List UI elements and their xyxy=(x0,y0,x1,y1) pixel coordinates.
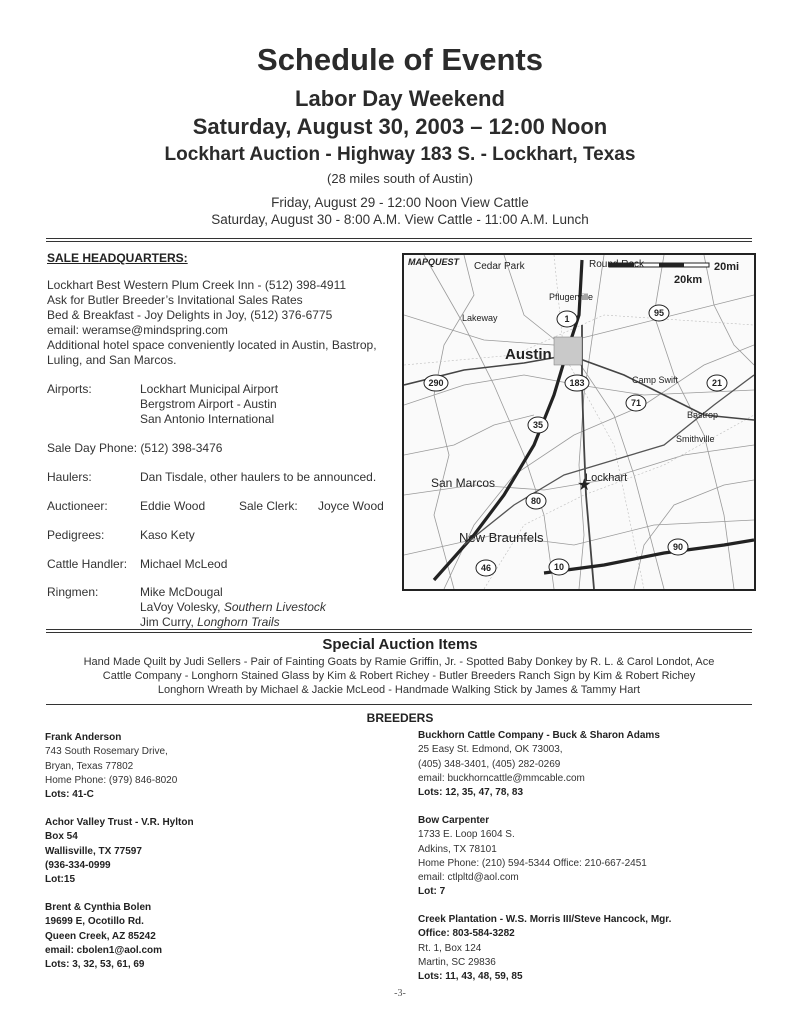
map-place-label: Smithville xyxy=(676,434,715,444)
map-place-label: Cedar Park xyxy=(474,261,525,272)
section-divider xyxy=(46,704,752,705)
breeder-line: Office: 803-584-3282 xyxy=(418,928,515,940)
route-shield-label: 183 xyxy=(569,378,585,388)
section-divider xyxy=(46,629,752,633)
schedule-line: Friday, August 29 - 12:00 Noon View Cattle xyxy=(271,195,529,210)
map-scale-bar xyxy=(659,263,684,267)
clerk-label: Sale Clerk: xyxy=(239,499,298,513)
route-shield-label: 21 xyxy=(711,378,723,388)
ringman-item: Jim Curry, Longhorn Trails xyxy=(140,615,280,629)
lockhart-star-icon: ★ xyxy=(577,477,592,494)
breeder-line: Creek Plantation - W.S. Morris III/Steve Hancock, Mgr. xyxy=(418,914,672,925)
breeder-line: Home Phone: (979) 846-8020 xyxy=(45,774,178,786)
headquarters-info xyxy=(47,278,407,368)
breeder-line: Buckhorn Cattle Company - Buck & Sharon Adams xyxy=(418,730,660,741)
breeder-line: Bow Carpenter xyxy=(418,815,490,826)
hq-line: Luling, and San Marcos. xyxy=(47,353,177,367)
handler-label: Cattle Handler: xyxy=(47,557,128,571)
pedigrees-value: Kaso Kety xyxy=(140,528,195,542)
area-map xyxy=(402,253,756,591)
schedule-line: Saturday, August 30 - 8:00 A.M. View Cattle - 11:00 A.M. Lunch xyxy=(211,212,589,227)
route-shield-label: 35 xyxy=(532,420,544,430)
special-items-heading: Special Auction Items xyxy=(322,636,478,653)
pedigrees-label: Pedigrees: xyxy=(47,528,105,542)
map-place-label: Lockhart xyxy=(585,472,628,484)
breeder-line: Frank Anderson xyxy=(45,732,122,743)
mapquest-logo: MAPQUEST xyxy=(408,257,460,267)
special-line: Hand Made Quilt by Judi Sellers - Pair of Fainting Goats by Ramie Griffin, Jr. - Spotted Baby Donkey by R. L. & Carol Londot, Ace xyxy=(83,656,715,668)
breeder-line: 19699 E, Ocotillo Rd. xyxy=(45,916,144,928)
route-shield-label: 95 xyxy=(653,308,665,318)
airports-list xyxy=(140,382,278,427)
breeder-line: Queen Creek, AZ 85242 xyxy=(45,930,156,942)
scale-miles-label: 20mi xyxy=(714,261,740,273)
auctioneer-label: Auctioneer: xyxy=(47,499,108,513)
hq-line: Ask for Butler Breeder’s Invitational Sales Rates xyxy=(47,293,303,307)
map-place-label: New Braunfels xyxy=(459,530,544,545)
hq-line: Additional hotel space conveniently located in Austin, Bastrop, xyxy=(47,338,377,352)
route-shield-label: 46 xyxy=(480,563,492,573)
haulers-label: Haulers: xyxy=(47,470,92,484)
breeder-line: Lot: 7 xyxy=(418,886,446,898)
breeder-line: Lots: 12, 35, 47, 78, 83 xyxy=(418,787,524,799)
airports-label: Airports: xyxy=(47,382,92,396)
breeder-line: Rt. 1, Box 124 xyxy=(418,942,482,954)
route-shield-label: 71 xyxy=(630,398,642,408)
route-shield-label: 1 xyxy=(564,314,570,324)
breeder-line: (936-334-0999 xyxy=(45,859,111,871)
hq-line: email: weramse@mindspring.com xyxy=(47,323,228,337)
breeder-entry xyxy=(45,731,177,802)
route-shield-label: 90 xyxy=(672,542,684,552)
haulers-value: Dan Tisdale, other haulers to be announced. xyxy=(140,470,377,484)
map-place-label: San Marcos xyxy=(431,476,496,490)
airport-item: Lockhart Municipal Airport xyxy=(140,382,279,396)
breeder-entry xyxy=(45,901,162,972)
route-shield-label: 290 xyxy=(428,378,444,388)
breeder-entry xyxy=(418,729,660,800)
hq-line: Lockhart Best Western Plum Creek Inn - (512) 398-4911 xyxy=(47,278,347,292)
route-shield-label: 80 xyxy=(530,496,542,506)
breeder-line: Box 54 xyxy=(45,831,78,843)
ringmen-list xyxy=(140,585,326,630)
page-title: Schedule of Events xyxy=(257,42,543,77)
headquarters-heading: SALE HEADQUARTERS: xyxy=(47,251,188,265)
event-subtitle: Labor Day Weekend xyxy=(295,86,505,111)
breeder-line: Home Phone: (210) 594-5344 Office: 210-667-2451 xyxy=(418,857,647,869)
location-distance: (28 miles south of Austin) xyxy=(327,171,473,186)
handler-value: Michael McLeod xyxy=(140,557,228,571)
special-items-text xyxy=(46,655,752,697)
austin-area xyxy=(554,337,582,365)
breeder-line: Achor Valley Trust - V.R. Hylton xyxy=(45,817,194,828)
breeder-line: Wallisville, TX 77597 xyxy=(45,845,142,857)
scale-km-label: 20km xyxy=(674,274,703,286)
breeder-line: Lots: 3, 32, 53, 61, 69 xyxy=(45,959,145,971)
ringmen-label: Ringmen: xyxy=(47,585,99,599)
ringman-item: LaVoy Volesky, Southern Livestock xyxy=(140,600,326,614)
breeder-line: Lot:15 xyxy=(45,874,75,886)
map-place-label: Austin xyxy=(505,346,552,363)
map-place-label: Lakeway xyxy=(462,313,498,323)
event-location: Lockhart Auction - Highway 183 S. - Lockhart, Texas xyxy=(164,144,636,165)
breeder-line: (405) 348-3401, (405) 282-0269 xyxy=(418,758,561,770)
breeder-line: 1733 E. Loop 1604 S. xyxy=(418,829,515,841)
page-number: -3- xyxy=(394,988,406,999)
map-place-label: Pflugerville xyxy=(549,292,594,302)
breeder-line: email: cbolen1@aol.com xyxy=(45,944,163,956)
breeder-entry xyxy=(418,814,647,900)
map-place-label: Bastrop xyxy=(687,410,719,420)
breeder-line: Bryan, Texas 77802 xyxy=(45,760,134,772)
breeder-entry xyxy=(45,816,194,887)
breeder-line: email: buckhorncattle@mmcable.com xyxy=(418,772,585,784)
ringman-item: Mike McDougal xyxy=(140,585,223,599)
section-divider xyxy=(46,238,752,242)
breeders-heading: BREEDERS xyxy=(366,711,434,725)
breeder-line: email: ctlpltd@aol.com xyxy=(418,872,519,884)
hq-line: Bed & Breakfast - Joy Delights in Joy, (512) 376-6775 xyxy=(47,308,333,322)
event-date: Saturday, August 30, 2003 – 12:00 Noon xyxy=(192,114,608,139)
breeder-line: Brent & Cynthia Bolen xyxy=(45,902,152,913)
route-shield-label: 10 xyxy=(553,562,565,572)
breeder-line: Martin, SC 29836 xyxy=(418,956,496,968)
map-place-label: Camp Swift xyxy=(632,375,679,385)
breeder-entry xyxy=(418,913,671,984)
airport-item: Bergstrom Airport - Austin xyxy=(140,397,277,411)
special-line: Longhorn Wreath by Michael & Jackie McLeod - Handmade Walking Stick by James & Tammy Hart xyxy=(157,684,641,696)
breeder-line: Lots: 41-C xyxy=(45,789,94,801)
airport-item: San Antonio International xyxy=(140,412,275,426)
auctioneer-value: Eddie Wood xyxy=(140,499,206,513)
breeder-line: 25 Easy St. Edmond, OK 73003, xyxy=(418,744,563,756)
special-line: Cattle Company - Longhorn Stained Glass by Kim & Robert Richey - Butler Breeders Ranch Sign by Kim & Robert Richey xyxy=(102,670,696,682)
breeder-line: Adkins, TX 78101 xyxy=(418,843,497,855)
breeder-line: Lots: 11, 43, 48, 59, 85 xyxy=(418,971,523,983)
sale-day-phone: Sale Day Phone: (512) 398-3476 xyxy=(47,441,223,455)
clerk-value: Joyce Wood xyxy=(318,499,384,513)
map-place-label: Round Rock xyxy=(589,259,645,270)
breeder-line: 743 South Rosemary Drive, xyxy=(45,746,168,758)
